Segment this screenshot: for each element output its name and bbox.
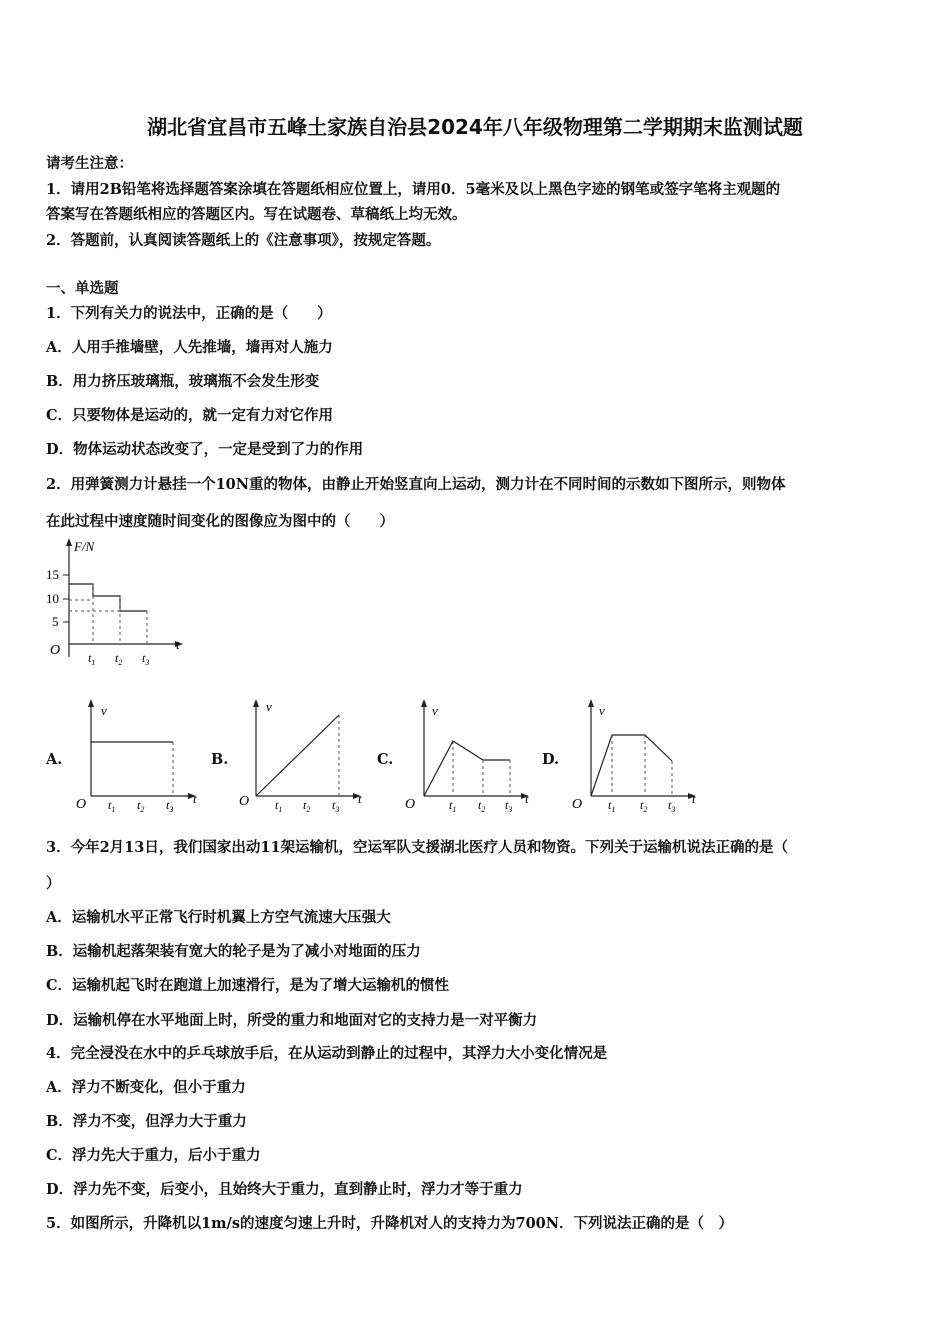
notice-line-2: 2．答题前，认真阅读答题纸上的《注意事项》，按规定答题。 [46,232,441,249]
q3-stem-2: ） [46,875,61,892]
q4-option-b: B．浮力不变，但浮力大于重力 [46,1113,247,1130]
svg-text:O: O [76,797,87,812]
page-title: 湖北省宜昌市五峰土家族自治县2024年八年级物理第二学期期末监测试题 [147,115,803,139]
notice-line-1b: 答案写在答题纸相应的答题区内。写在试题卷、草稿纸上均无效。 [46,206,467,223]
velocity-chart-b [235,695,370,815]
svg-text:t3: $t_3$ [668,798,676,814]
q3-option-c: C．运输机起飞时在跑道上加速滑行，是为了增大运输机的惯性 [46,977,450,994]
svg-text:t: t [692,791,696,806]
q5-stem: 5．如图所示，升降机以1m/s的速度匀速上升时，升降机对人的支持力为700N．下列说法正确的是（ ） [46,1215,733,1232]
x-axis-label: t [176,637,180,652]
y-tick-10: 10 [46,591,59,606]
origin-label: O [50,643,61,658]
q2-option-a-label: A. [46,751,63,768]
q3-option-d: D．运输机停在水平地面上时，所受的重力和地面对它的支持力是一对平衡力 [46,1012,538,1029]
svg-text:v: v [432,703,438,718]
svg-text:t1: $t_1$ [275,798,283,814]
svg-text:t1: $t_1$ [449,798,457,814]
q1-option-c: C．只要物体是运动的，就一定有力对它作用 [46,407,334,424]
v-line-b [256,715,339,796]
svg-text:v: v [266,699,272,714]
svg-text:t2: $t_2$ [303,798,311,814]
y-axis-label: F/N [74,539,95,554]
notice-line-1: 1．请用2B铅笔将选择题答案涂填在答题纸相应位置上，请用0．5毫米及以上黑色字迹的钢笔或签字笔将主观题的 [46,181,781,198]
force-time-chart [40,535,190,670]
q2-option-c-label: C. [377,751,394,768]
svg-text:t3: $t_3$ [166,798,174,814]
svg-text:v: v [599,703,605,718]
q4-option-a: A．浮力不断变化，但小于重力 [46,1079,246,1096]
q1-option-b: B．用力挤压玻璃瓶，玻璃瓶不会发生形变 [46,373,320,390]
q4-option-c: C．浮力先大于重力，后小于重力 [46,1147,261,1164]
q2-stem-1: 2．用弹簧测力计悬挂一个10N重的物体，由静止开始竖直向上运动，测力计在不同时间的示数如下图所示，则物体 [46,476,786,493]
q1-stem: 1．下列有关力的说法中，正确的是（ ） [46,305,332,322]
y-tick-5: 5 [52,614,59,629]
velocity-chart-d [570,695,705,815]
v-line-d [591,735,672,796]
svg-text:v: v [101,703,107,718]
force-step-line [69,584,147,611]
svg-text:t2: $t_2$ [137,798,145,814]
x-tick-t2: $t_2$ [115,651,123,667]
svg-text:O: O [239,794,250,809]
svg-text:t: t [525,791,529,806]
q1-option-d: D．物体运动状态改变了，一定是受到了力的作用 [46,441,364,458]
q4-stem: 4．完全浸没在水中的乒乓球放手后，在从运动到静止的过程中，其浮力大小变化情况是 [46,1045,608,1062]
notice-heading: 请考生注意： [46,155,133,172]
svg-text:t3: $t_3$ [332,798,340,814]
svg-text:O: O [572,797,583,812]
q2-option-b-label: B. [211,751,229,768]
svg-text:t: t [358,791,362,806]
section-heading: 一、单选题 [46,280,119,297]
velocity-chart-c [403,695,538,815]
q2-option-d-label: D. [542,751,560,768]
svg-text:O: O [405,797,416,812]
x-tick-t1: $t_1$ [88,651,96,667]
q2-stem-2: 在此过程中速度随时间变化的图像应为图中的（ ） [46,513,394,530]
svg-text:t3: $t_3$ [505,798,513,814]
q4-option-d: D．浮力先不变，后变小，且始终大于重力，直到静止时，浮力才等于重力 [46,1181,523,1198]
svg-text:t2: $t_2$ [640,798,648,814]
q1-option-a: A．人用手推墙壁，人先推墙，墙再对人施力 [46,339,333,356]
v-line-c [424,741,510,796]
svg-text:t: t [193,791,197,806]
svg-text:t2: $t_2$ [478,798,486,814]
q3-stem-1: 3．今年2月13日，我们国家出动11架运输机，空运军队支援湖北医疗人员和物资。下列关于运输机说法正确的是（ [46,839,789,856]
q3-option-a: A．运输机水平正常飞行时机翼上方空气流速大压强大 [46,909,391,926]
velocity-chart-a [70,695,205,815]
x-tick-t3: $t_3$ [142,651,150,667]
svg-text:t1: $t_1$ [608,798,616,814]
svg-text:t1: $t_1$ [108,798,116,814]
y-tick-15: 15 [46,567,59,582]
q3-option-b: B．运输机起落架装有宽大的轮子是为了减小对地面的压力 [46,943,421,960]
